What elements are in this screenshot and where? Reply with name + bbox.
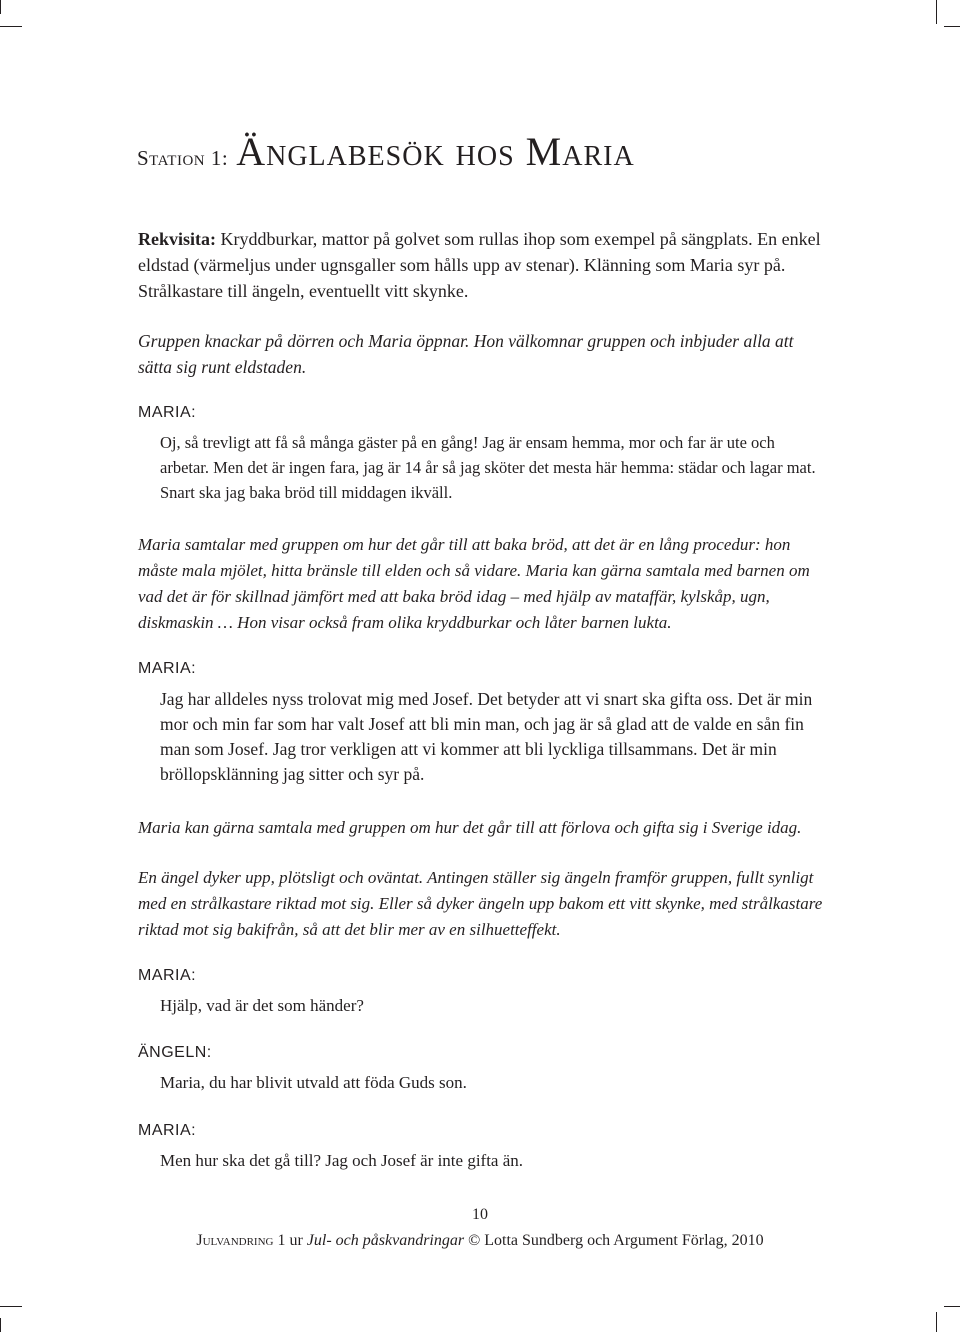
page-number: 10 xyxy=(472,1206,488,1223)
props-paragraph xyxy=(138,226,828,304)
footer-ur: ur xyxy=(285,1232,307,1249)
dialogue-line-1: Oj, så trevligt att få så många gäster på en gång! Jag är ensam hemma, mor och far är ute och arbetar. Men det är ingen fara, jag är 14 år så jag sköter det mesta här hemma: städar och lagar mat. Snart ska jag baka bröd till middagen ikväll. xyxy=(160,433,816,502)
dialogue-line-5: Men hur ska det gå till? Jag och Josef är inte gifta än. xyxy=(160,1151,524,1170)
speaker-label-3: MARIA: xyxy=(138,967,197,984)
props-text: Kryddburkar, mattor på golvet som rullas ihop som exempel på sängplats. En enkel eldstad (värmeljus under ugnsgaller som hålls upp av stenar). Klänning som Maria syr på. Strålkastare till ängeln, eventuellt vitt skynke. xyxy=(138,229,821,301)
stage-direction-1: Gruppen knackar på dörren och Maria öppnar. Hon välkomnar gruppen och inbjuder alla att sätta sig runt eldstaden. xyxy=(138,331,794,377)
crop-mark-top-right-vertical xyxy=(936,0,937,24)
crop-mark-top-right-horizontal xyxy=(944,26,960,27)
footer-book-title: Jul- och påskvandringar xyxy=(306,1232,465,1249)
station-number: Station 1: xyxy=(137,146,229,170)
station-title: Änglabesök hos Maria xyxy=(236,129,635,174)
footer-series: Julvandring 1 xyxy=(196,1232,286,1249)
crop-mark-top-left-vertical xyxy=(0,0,1,14)
crop-mark-bottom-left-vertical xyxy=(0,1318,1,1332)
stage-direction-3: Maria kan gärna samtala med gruppen om hur det går till att förlova och gifta sig i Sverige idag. xyxy=(138,818,802,837)
dialogue-line-4: Maria, du har blivit utvald att föda Guds son. xyxy=(160,1073,467,1092)
dialogue-line-3: Hjälp, vad är det som händer? xyxy=(160,996,364,1015)
props-label: Rekvisita: xyxy=(138,229,216,249)
stage-direction-2: Maria samtalar med gruppen om hur det går till att baka bröd, att det är en lång procedur: hon måste mala mjölet, hitta bränsle till elden och så vidare. Maria kan gärna samtala med barnen om vad det är för skillnad jämfört med att baka bröd idag – med hjälp av mataffär, kylskåp, ugn, diskmaskin … Hon visar också fram olika kryddburkar och låter barnen lukta. xyxy=(138,535,810,632)
stage-direction-4: En ängel dyker upp, plötsligt och oväntat. Antingen ställer sig ängeln framför gruppen, fullt synligt med en strålkastare riktad mot sig. Eller så dyker ängeln upp bakom ett vitt skynke, med strålkastare riktad mot sig bakifrån, så att det blir mer av en silhuetteffekt. xyxy=(138,868,823,939)
footer-credit: © Lotta Sundberg och Argument Förlag, 2010 xyxy=(464,1232,764,1249)
crop-mark-bottom-left-horizontal xyxy=(0,1306,22,1307)
crop-mark-bottom-right-vertical xyxy=(936,1312,937,1332)
speaker-label-5: MARIA: xyxy=(138,1122,197,1139)
dialogue-line-2: Jag har alldeles nyss trolovat mig med Josef. Det betyder att vi snart ska gifta oss. Det är min mor och min far som har valt Josef att bli min man, och jag är så glad att de valde en sån fin man som Josef. Jag tror verkligen att vi kommer att bli lyckliga tillsammans. Det är min bröllopsklänning jag sitter och syr på. xyxy=(160,689,813,784)
speaker-label-1: MARIA: xyxy=(138,404,197,421)
crop-mark-bottom-right-horizontal xyxy=(944,1306,960,1307)
page-footer xyxy=(0,1232,960,1250)
page-title xyxy=(137,128,635,175)
crop-mark-top-left-horizontal xyxy=(0,26,22,27)
speaker-label-4: ÄNGELN: xyxy=(138,1044,212,1061)
speaker-label-2: MARIA: xyxy=(138,660,197,677)
